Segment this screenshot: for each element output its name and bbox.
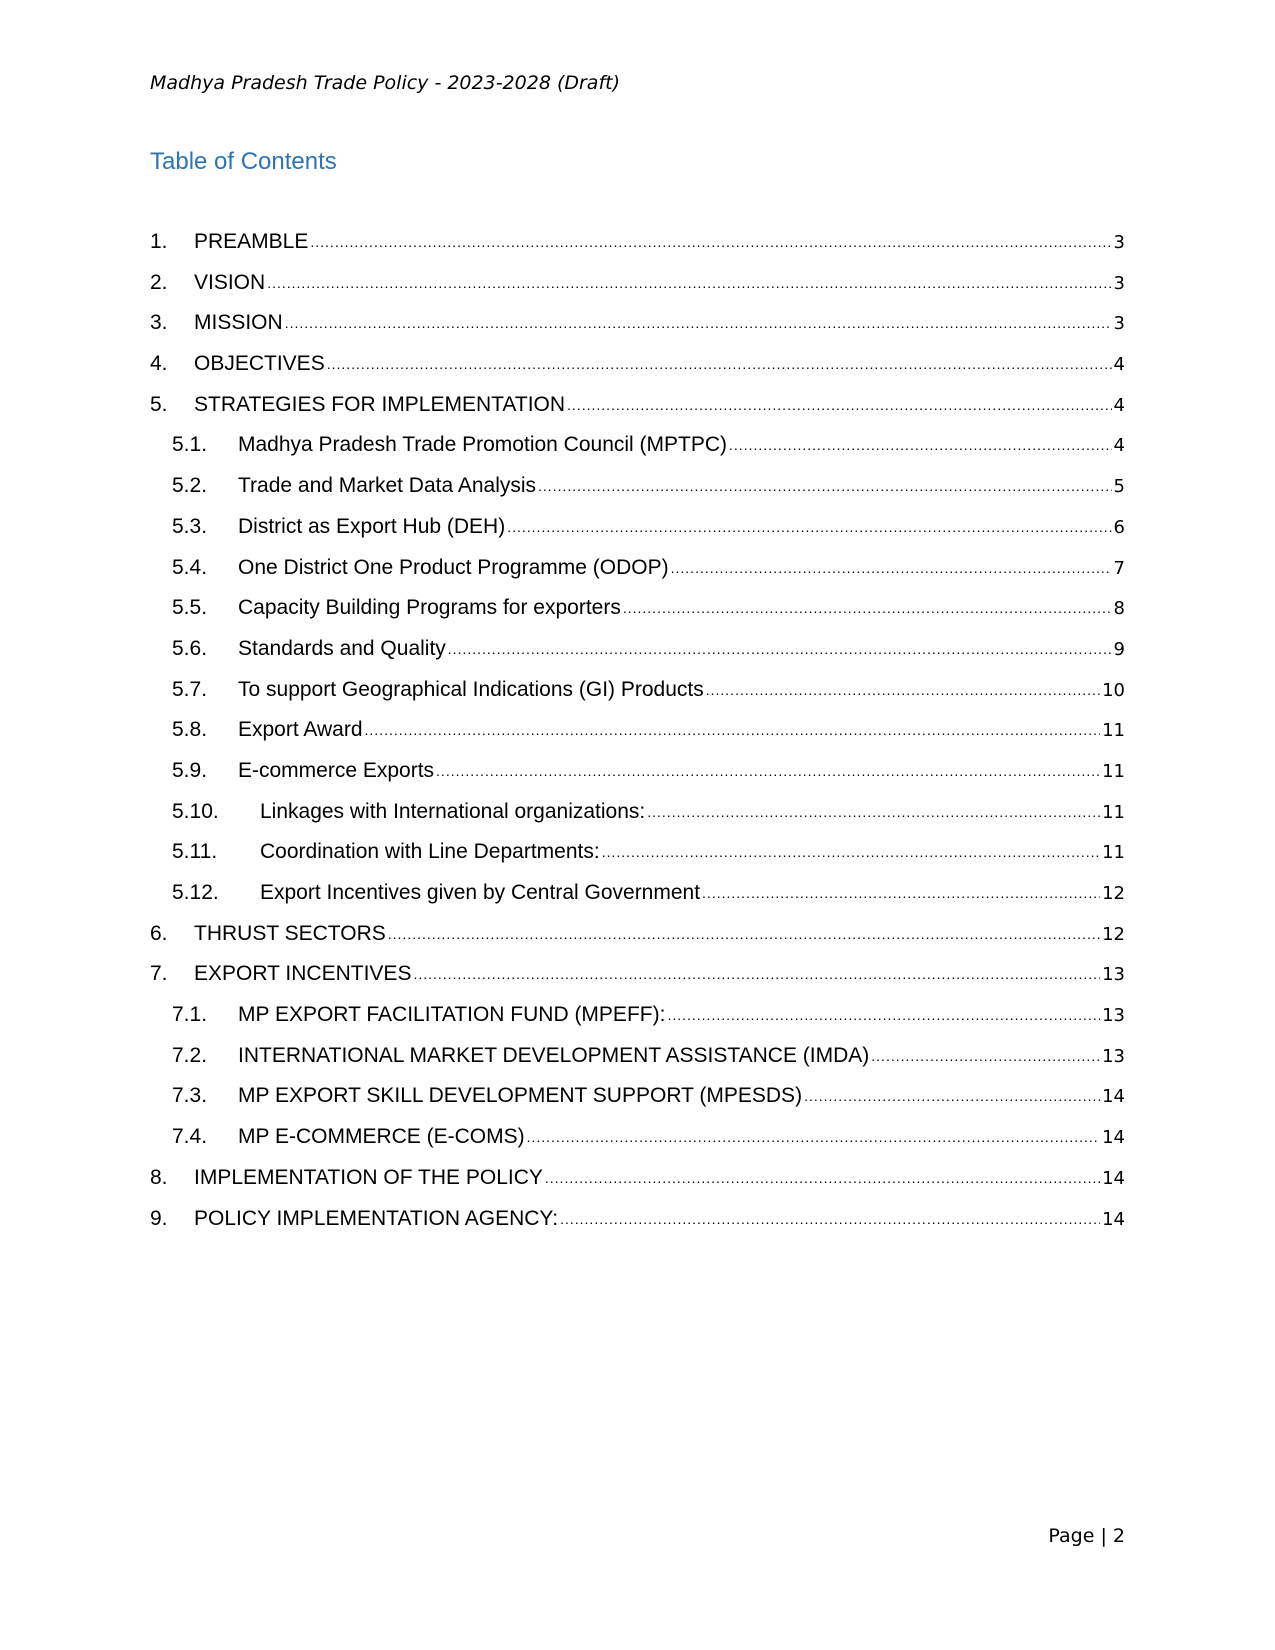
toc-dot-leader [647,792,1100,833]
toc-entry-number: 5.11. [172,840,218,864]
toc-entry-page[interactable]: 13 [1102,964,1125,986]
toc-entry-number: 7.1. [172,1003,208,1027]
toc-entry-number: 5.10. [172,799,219,823]
toc-entry-number: 5. [150,392,168,416]
toc-entry-page[interactable]: 14 [1102,1086,1125,1108]
toc-entry-number: 5.6. [172,636,208,660]
toc-entry[interactable] [150,507,1125,548]
toc-dot-leader [413,954,1100,995]
page-number-footer: Page | 2 [1048,1525,1125,1547]
toc-entry-page[interactable]: 12 [1102,883,1125,904]
toc-dot-leader [448,629,1112,670]
toc-entry-page[interactable]: 14 [1102,1127,1125,1149]
toc-entry-number: 8. [150,1165,168,1189]
toc-entry[interactable] [150,466,1125,507]
toc-entry-title[interactable]: MP E-COMMERCE (E-COMS) [238,1125,525,1149]
toc-entry-number: 5.1. [172,433,208,457]
toc-dot-leader [706,670,1100,711]
toc-entry[interactable] [150,710,1125,751]
toc-entry-number: 7. [150,962,168,986]
toc-dot-leader [623,588,1112,629]
toc-entry[interactable] [150,629,1125,670]
toc-entry[interactable] [150,1199,1125,1240]
toc-entry-page[interactable]: 7 [1113,557,1125,579]
toc-entry-page[interactable]: 11 [1102,720,1125,742]
toc-dot-leader [436,751,1100,792]
toc-entry-number: 9. [150,1206,168,1230]
toc-entry-title[interactable]: MISSION [194,311,283,335]
toc-entry[interactable] [150,1036,1125,1077]
toc-entry[interactable] [150,954,1125,995]
toc-dot-leader [507,507,1111,548]
toc-dot-leader [560,1199,1100,1240]
toc-dot-leader [671,548,1112,589]
toc-entry-page[interactable]: 10 [1102,679,1125,701]
toc-entry[interactable] [150,873,1125,914]
toc-entry[interactable] [150,751,1125,792]
toc-entry-number: 1. [150,230,168,253]
toc-entry-title[interactable]: Standards and Quality [238,636,446,660]
toc-dot-leader [267,263,1111,304]
toc-entry-title[interactable]: EXPORT INCENTIVES [194,962,412,986]
toc-entry-page[interactable]: 4 [1113,394,1125,416]
toc-entry-page[interactable]: 4 [1113,354,1125,376]
toc-entry-number: 7.3. [172,1084,208,1108]
toc-entry-number: 5.5. [172,596,208,620]
toc-entry-title[interactable]: Export Incentives given by Central Government [260,881,701,904]
toc-entry-number: 5.3. [172,514,208,538]
toc-entry-title[interactable]: Capacity Building Programs for exporters [238,596,621,620]
toc-entry[interactable] [150,588,1125,629]
toc-entry-title[interactable]: THRUST SECTORS [194,921,386,945]
toc-entry-page[interactable]: 13 [1102,1005,1125,1027]
toc-entry-number: 5.2. [172,474,208,498]
toc-dot-leader [702,873,1100,914]
toc-entry-page[interactable]: 14 [1102,1208,1125,1230]
toc-entry-number: 7.2. [172,1043,208,1067]
toc-entry[interactable] [150,548,1125,589]
toc-entry-page[interactable]: 3 [1113,232,1125,253]
toc-entry-page[interactable]: 11 [1102,842,1125,864]
toc-entry-number: 3. [150,311,168,335]
toc-dot-leader [567,385,1112,426]
toc-entry[interactable] [150,914,1125,955]
toc-entry-title[interactable]: Export Award [238,718,363,742]
toc-entry[interactable] [150,303,1125,344]
toc-entry-title[interactable]: Trade and Market Data Analysis [238,474,537,498]
toc-entry-title[interactable]: IMPLEMENTATION OF THE POLICY [194,1165,543,1189]
toc-entry-title[interactable]: VISION [194,270,266,294]
toc-entry-title[interactable]: OBJECTIVES [194,352,325,376]
toc-entry-page[interactable]: 3 [1113,313,1125,335]
toc-entry[interactable] [150,792,1125,833]
toc-entry[interactable] [150,670,1125,711]
toc-entry[interactable] [150,832,1125,873]
toc-entry-page[interactable]: 12 [1102,923,1125,945]
toc-entry-title[interactable]: INTERNATIONAL MARKET DEVELOPMENT ASSISTANCE (IMDA) [238,1043,870,1067]
toc-entry-number: 6. [150,921,168,945]
toc-entry-title[interactable]: Linkages with International organizations: [260,799,646,823]
toc-entry-title[interactable]: MP EXPORT FACILITATION FUND (MPEFF): [238,1003,666,1027]
toc-entry[interactable] [150,385,1125,426]
toc-dot-leader [388,914,1100,955]
toc-dot-leader [729,425,1112,466]
toc-entry-page[interactable]: 6 [1113,516,1125,538]
toc-entry-title[interactable]: POLICY IMPLEMENTATION AGENCY: [194,1206,559,1230]
toc-entry[interactable] [150,263,1125,304]
toc-dot-leader [285,303,1112,344]
toc-entry-number: 5.8. [172,718,208,742]
toc-entry[interactable] [150,222,1125,263]
toc-dot-leader [365,710,1101,751]
toc-dot-leader [310,222,1111,263]
toc-entry-title[interactable]: Coordination with Line Departments: [260,840,600,864]
toc-dot-leader [602,832,1100,873]
toc-entry-number: 5.12. [172,881,219,904]
toc-entry-number: 5.9. [172,758,208,782]
table-of-contents [150,222,1125,1239]
toc-entry-title[interactable]: One District One Product Programme (ODOP) [238,555,669,579]
toc-dot-leader [527,1117,1100,1158]
toc-entry-number: 5.4. [172,555,208,579]
toc-entry-page[interactable]: 8 [1113,598,1125,620]
toc-entry-page[interactable]: 14 [1102,1167,1125,1189]
toc-entry-page[interactable]: 3 [1113,272,1125,294]
toc-entry-page[interactable]: 5 [1113,476,1125,498]
toc-entry-page[interactable]: 11 [1102,760,1125,782]
toc-entry-page[interactable]: 9 [1113,638,1125,660]
toc-entry-number: 7.4. [172,1125,208,1149]
toc-entry[interactable] [150,344,1125,385]
toc-entry[interactable] [150,1117,1125,1158]
toc-entry[interactable] [150,1076,1125,1117]
toc-entry-page[interactable]: 13 [1102,1045,1125,1067]
toc-dot-leader [327,344,1112,385]
toc-entry-title[interactable]: STRATEGIES FOR IMPLEMENTATION [194,392,566,416]
toc-dot-leader [667,995,1100,1036]
toc-entry-title[interactable]: Madhya Pradesh Trade Promotion Council (MPTPC) [238,433,728,457]
toc-dot-leader [538,466,1112,507]
toc-entry-title[interactable]: To support Geographical Indications (GI) Products [238,677,704,701]
toc-entry[interactable] [150,425,1125,466]
toc-dot-leader [804,1076,1100,1117]
toc-entry-page[interactable]: 4 [1113,435,1125,457]
toc-entry-title[interactable]: PREAMBLE [194,230,309,253]
toc-entry-title[interactable]: E-commerce Exports [238,758,435,782]
document-header: Madhya Pradesh Trade Policy - 2023-2028 (Draft) [150,72,620,94]
toc-entry-number: 2. [150,270,168,294]
toc-dot-leader [545,1158,1100,1199]
toc-entry-page[interactable]: 11 [1102,801,1125,823]
toc-entry-title[interactable]: District as Export Hub (DEH) [238,514,506,538]
toc-dot-leader [871,1036,1100,1077]
toc-entry-title[interactable]: MP EXPORT SKILL DEVELOPMENT SUPPORT (MPESDS) [238,1084,803,1108]
toc-heading: Table of Contents [150,148,337,175]
toc-entry-number: 4. [150,352,168,376]
toc-entry[interactable] [150,995,1125,1036]
toc-entry[interactable] [150,1158,1125,1199]
toc-entry-number: 5.7. [172,677,208,701]
